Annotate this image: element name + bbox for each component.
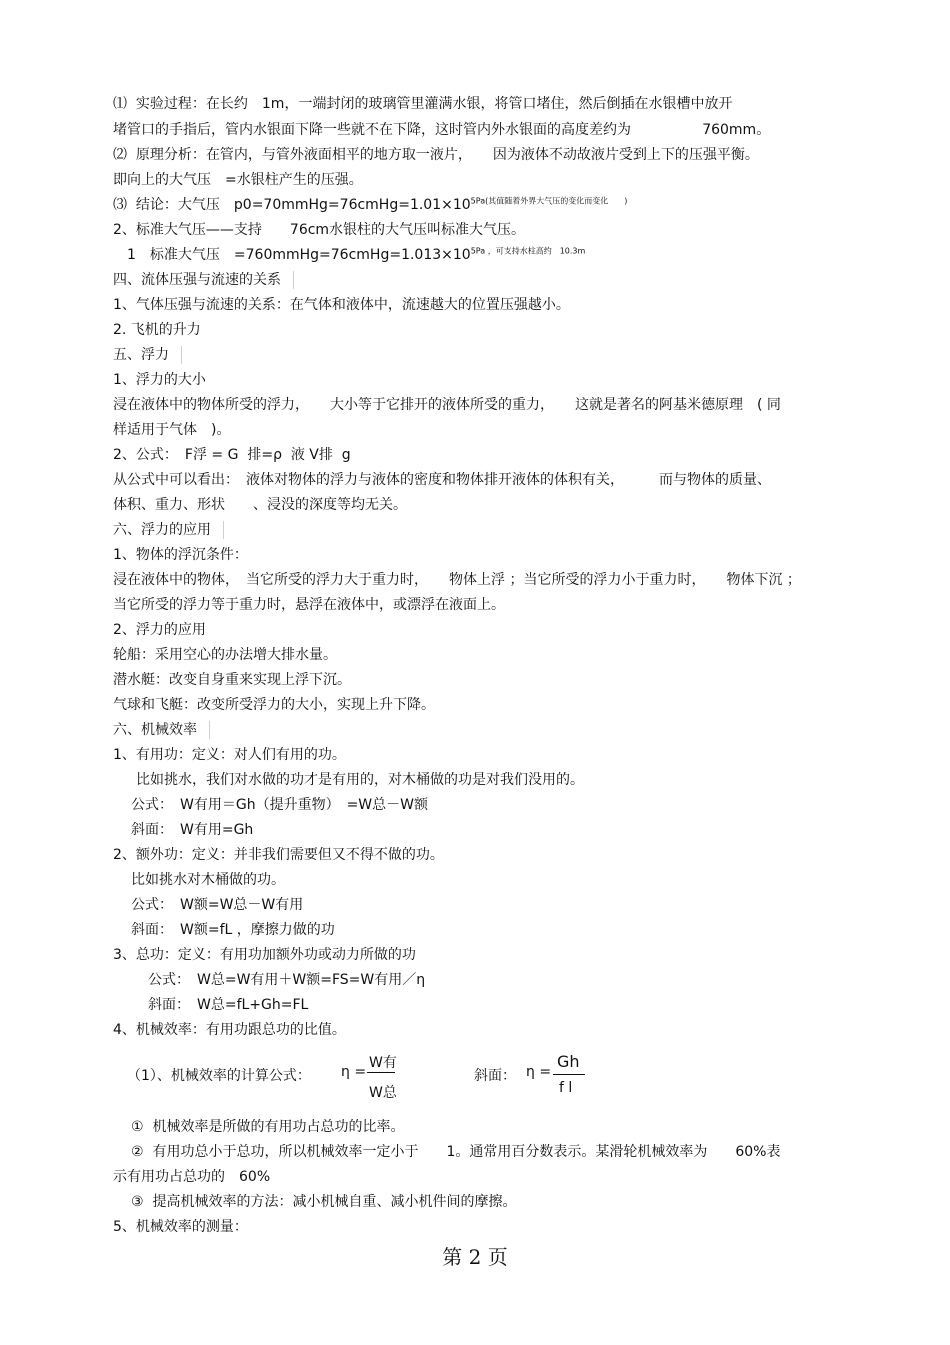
text-line: 公式： W总=W有用＋W额=FS=W有用／η <box>148 972 426 988</box>
text-line: 样适用于气体 )。 <box>113 422 231 438</box>
text-line: 示有用功占总功的 60% <box>113 1169 271 1185</box>
text-segment: 1 标准大气压 =760mmHg=76cmHg=1.013×10 <box>127 247 471 263</box>
text-segment: 5Pa(其值随着外界大气压的变化而变化 ) <box>470 196 628 206</box>
text-line: 比如挑水，我们对水做的功才是有用的，对木桶做的功是对我们没用的。 <box>136 772 584 788</box>
text-line: 1、气体压强与流速的关系：在气体和液体中，流速越大的位置压强越小。 <box>113 297 570 313</box>
denominator: W总 <box>369 1085 397 1101</box>
text-line: 即向上的大气压 =水银柱产生的压强。 <box>113 172 363 188</box>
text-line: 轮船：采用空心的办法增大排水量。 <box>113 647 337 663</box>
text-line: 公式： W有用＝Gh（提升重物） =W总－W额 <box>131 797 428 813</box>
divider <box>209 721 210 739</box>
text-line: 比如挑水对木桶做的功。 <box>131 872 285 888</box>
text-line: 斜面： W有用=Gh <box>131 822 254 838</box>
divider <box>223 521 224 539</box>
text-line: 5、机械效率的测量： <box>113 1219 248 1235</box>
section-heading <box>113 271 294 289</box>
section-heading-text: 五、浮力 <box>113 347 169 363</box>
text-line: 从公式中可以看出： 液体对物体的浮力与液体的密度和物体排开液体的体积有关， 而与物体的质量、 <box>113 472 771 488</box>
efficiency-formula <box>341 1050 401 1100</box>
text-line: 1、有用功：定义：对人们有用的功。 <box>113 747 346 763</box>
numerator: Gh <box>557 1052 580 1071</box>
section-heading <box>113 346 182 364</box>
text-line: 斜面： W额=fL ，摩擦力做的功 <box>131 922 335 938</box>
text-line: 体积、重力、形状 、浸没的深度等均无关。 <box>113 497 407 513</box>
text-line: 1、物体的浮沉条件： <box>113 547 248 563</box>
text-line: 1、浮力的大小 <box>113 372 206 388</box>
section-heading-text: 六、浮力的应用 <box>113 522 211 538</box>
text-line: 3、总功：定义：有用功加额外功或动力所做的功 <box>113 947 416 963</box>
section-heading-text: 四、流体压强与流速的关系 <box>113 272 281 288</box>
divider <box>293 271 294 289</box>
text-line: 斜面： W总=fL+Gh=FL <box>148 997 309 1013</box>
section-heading-text: 六、机械效率 <box>113 722 197 738</box>
text-line: 浸在液体中的物体， 当它所受的浮力大于重力时， 物体上浮 ；当它所受的浮力小于重力时， 物体下沉 ； <box>113 572 801 588</box>
text-line: 气球和飞艇：改变所受浮力的大小，实现上升下降。 <box>113 697 435 713</box>
text-line: 2、浮力的应用 <box>113 622 206 638</box>
eta-symbol: η = <box>341 1064 367 1080</box>
text-segment: ⑶ 结论：大气压 p0=70mmHg=76cmHg=1.01×10 <box>113 197 471 213</box>
divider <box>181 346 182 364</box>
text-line: 浸在液体中的物体所受的浮力， 大小等于它排开的液体所受的重力， 这就是著名的阿基米德原理 ( 同 <box>113 397 781 413</box>
text-line: 当它所受的浮力等于重力时，悬浮在液体中，或漂浮在液面上。 <box>113 597 505 613</box>
text-line <box>113 196 627 214</box>
text-line: （1）、机械效率的计算公式： <box>127 1068 311 1084</box>
text-line: ⑵ 原理分析：在管内，与管外液面相平的地方取一液片， 因为液体不动故液片受到上下的压强平衡。 <box>113 147 759 163</box>
section-heading <box>113 721 210 739</box>
text-line: ⑴ 实验过程：在长约 1m，一端封闭的玻璃管里灌满水银，将管口堵住，然后倒插在水银槽中放开 <box>113 96 733 112</box>
text-line: 斜面： <box>474 1068 516 1084</box>
text-line: ③ 提高机械效率的方法：减小机械自重、减小机件间的摩擦。 <box>131 1194 517 1210</box>
text-segment: 5Pa ，可支持水柱高约 10.3m <box>470 246 586 256</box>
text-line: 堵管口的手指后，管内水银面下降一些就不在下降，这时管内外水银面的高度差约为 760mm。 <box>113 122 771 138</box>
text-line: 2. 飞机的升力 <box>113 322 201 338</box>
text-line: 潜水艇：改变自身重来实现上浮下沉。 <box>113 672 351 688</box>
fraction-bar <box>367 1072 395 1073</box>
text-line: 2、公式： F浮 = G 排=ρ 液 V排 g <box>113 447 351 463</box>
fraction-bar <box>553 1074 585 1075</box>
section-heading <box>113 521 224 539</box>
text-line <box>127 246 585 264</box>
text-line: 公式： W额=W总－W有用 <box>131 897 304 913</box>
incline-efficiency-formula <box>526 1050 596 1100</box>
page-number: 第 2 页 <box>442 1245 508 1269</box>
text-line: ② 有用功总小于总功，所以机械效率一定小于 1。通常用百分数表示。某滑轮机械效率为 60%表 <box>131 1144 781 1160</box>
eta-symbol: η = <box>526 1064 552 1080</box>
text-line: ① 机械效率是所做的有用功占总功的比率。 <box>131 1119 405 1135</box>
text-line: 2、标准大气压——支持 76cm水银柱的大气压叫标准大气压。 <box>113 222 526 238</box>
denominator: f l <box>559 1080 573 1096</box>
text-line: 2、额外功：定义：并非我们需要但又不得不做的功。 <box>113 847 444 863</box>
numerator: W有 <box>369 1055 397 1071</box>
text-line: 4、机械效率：有用功跟总功的比值。 <box>113 1022 346 1038</box>
